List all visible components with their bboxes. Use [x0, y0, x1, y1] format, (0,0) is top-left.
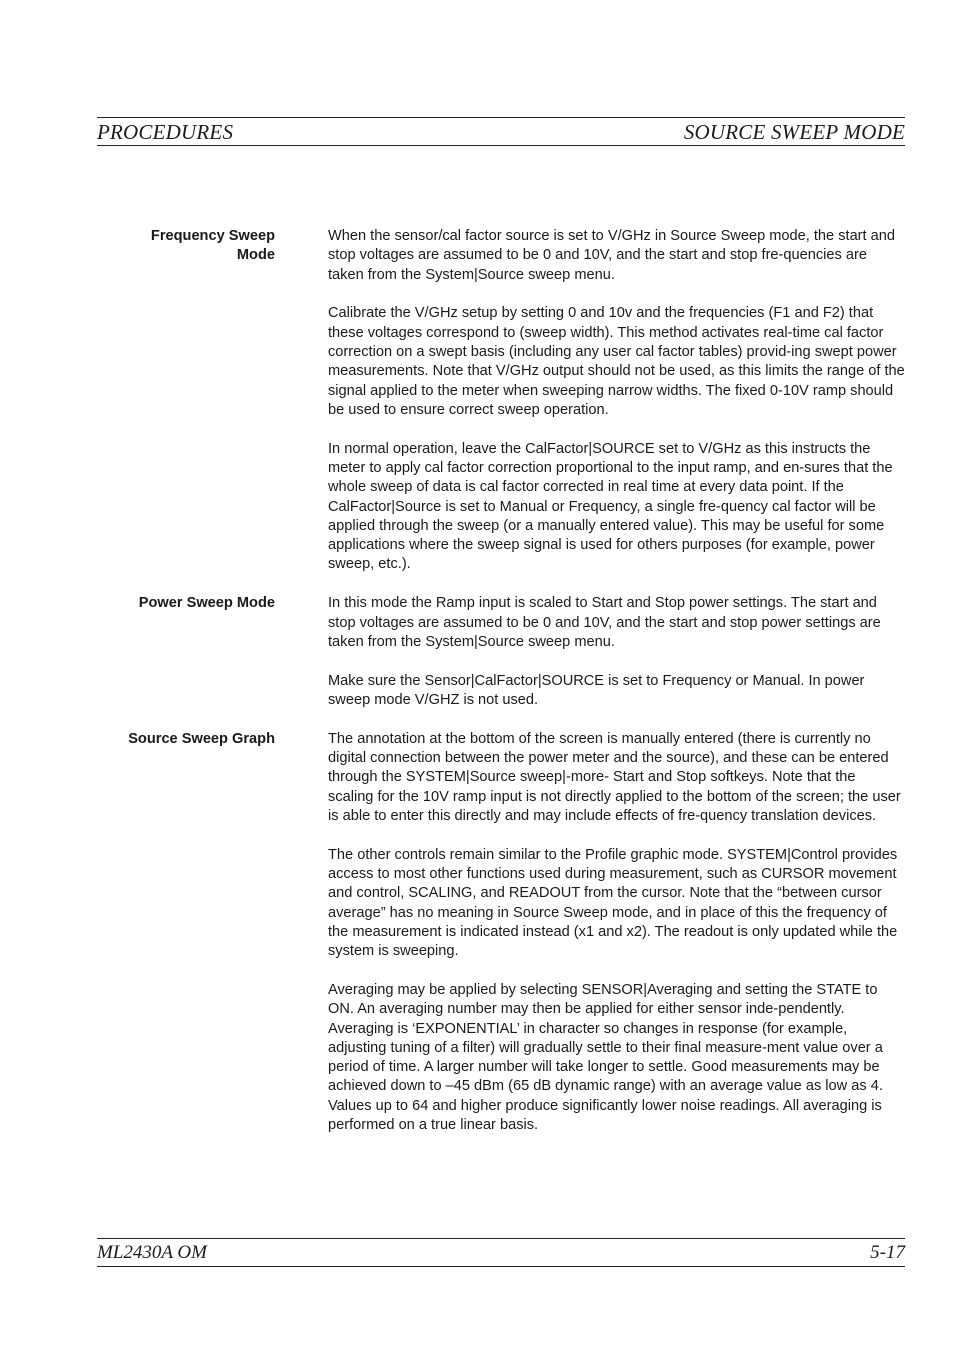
side-heading [97, 594, 275, 613]
section-power-sweep-mode [97, 594, 905, 710]
paragraph: The annotation at the bottom of the screen is manually entered (there is currently no digital connection between the power meter and the source), and these can be entered through the SYSTEM|Source sweep|-more- Start and Stop softkeys. Note that the scaling for the 10V ramp input is not directly applied to the bottom of the screen; the user is able to enter this directly and may include effects of fre-quency translation devices. [328, 730, 901, 824]
side-heading-line: Mode [236, 247, 275, 264]
paragraph: Averaging may be applied by selecting SENSOR|Averaging and setting the STATE to ON. An averaging number may then be applied for either sensor inde-pendently. Averaging is ‘EXPONENTIAL’ in character so changes in response (for example, adjusting tuning of a filter) will gradually settle to their final measure-ment value over a period of time. A larger number will take longer to settle. Good measurements may be achieved down to –45 dBm (65 dB dynamic range) with an average value as low as 4. Values up to 64 and higher produce significantly lower noise readings. All averaging is performed on a true linear basis. [328, 982, 883, 1134]
document-id: ML2430A OM [97, 1242, 207, 1263]
section-source-sweep-graph [97, 730, 905, 1136]
side-heading-line: Source Sweep Graph [128, 730, 275, 747]
section-body [328, 594, 905, 710]
page-content [97, 227, 905, 1155]
section-frequency-sweep-mode [97, 227, 905, 575]
paragraph: Make sure the Sensor|CalFactor|SOURCE is set to Frequency or Manual. In power sweep mode V/GHZ is not used. [328, 672, 865, 708]
paragraph: The other controls remain similar to the Profile graphic mode. SYSTEM|Control provides access to most other functions used during measurement, such as CURSOR movement and control, SCALING, and READOUT from the cursor. Note that the “between cursor average” has no meaning in Source Sweep mode, and in place of this the frequency of the measurement is indicated instead (x1 and x2). The readout is only updated while the system is sweeping. [328, 846, 898, 960]
side-heading-line: Power Sweep Mode [138, 595, 275, 612]
paragraph: Calibrate the V/GHz setup by setting 0 and 10v and the frequencies (F1 and F2) that these voltages correspond to (sweep width). This method activates real-time cal factor correction on a swept basis (including any user cal factor tables) provid-ing swept power measurements. Note that V/GHz output should not be used, as this limits the range of the signal applied to the meter when sweeping narrow widths. The fixed 0-10V ramp should be used to ensure correct sweep operation. [328, 305, 905, 418]
section-body [328, 227, 905, 575]
side-heading [97, 730, 275, 749]
paragraph: In this mode the Ramp input is scaled to Start and Stop power settings. The start and stop voltages are assumed to be 0 and 10V, and the start and stop power settings are taken from the System|Source sweep menu. [328, 595, 881, 650]
page-number: 5-17 [870, 1242, 905, 1263]
side-heading-line: Frequency Sweep [150, 228, 275, 244]
paragraph: When the sensor/cal factor source is set to V/GHz in Source Sweep mode, the start and stop voltages are assumed to be 0 and 10V, and the start and stop fre-quencies are taken from the System|Source sweep menu. [328, 228, 895, 283]
section-body [328, 730, 905, 1136]
page-footer [97, 1238, 905, 1267]
chapter-title: PROCEDURES [97, 120, 234, 144]
side-heading [97, 227, 275, 266]
page-header [97, 117, 905, 146]
paragraph: In normal operation, leave the CalFactor|SOURCE set to V/GHz as this instructs the meter to apply cal factor correction proportional to the input ramp, and en-sures that the whole sweep of data is cal factor corrected in real time at every data point. If the CalFactor|Source is set to Manual or Frequency, a single fre-quency cal factor will be applied through the sweep (or a manually entered value). This may be useful for some applications where the sweep signal is used for others purposes (for example, power sweep, etc.). [328, 440, 893, 573]
section-title: SOURCE SWEEP MODE [683, 120, 905, 144]
